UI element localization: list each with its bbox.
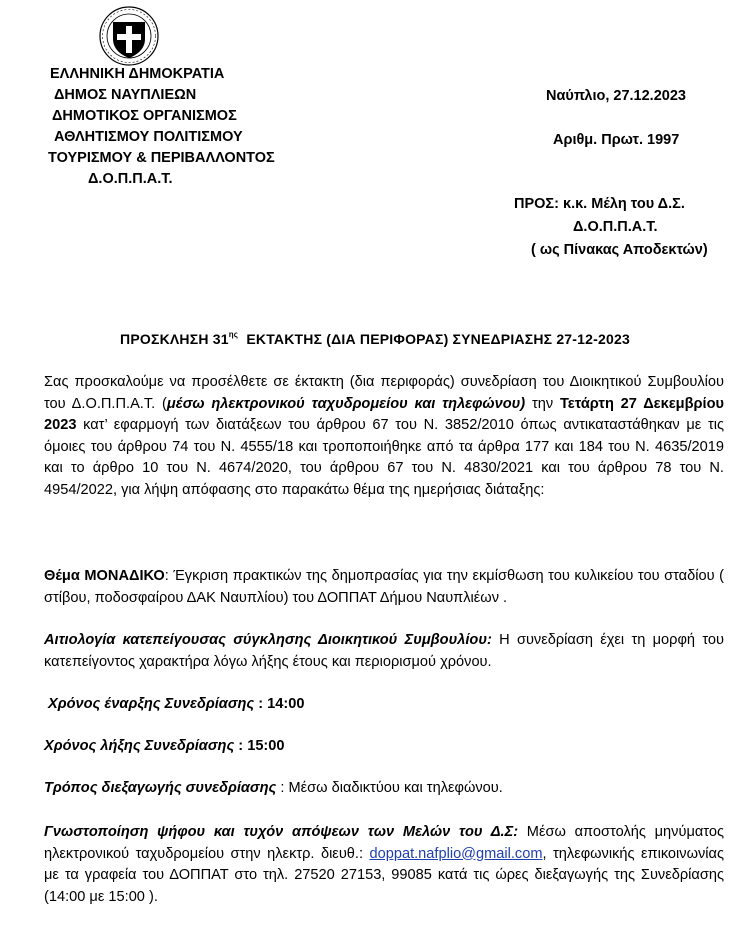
document-date: Ναύπλιο, 27.12.2023	[546, 88, 686, 104]
meeting-date: Τετάρτη 27 Δεκεμβρίου 2023	[44, 395, 724, 434]
intro-paragraph	[44, 372, 724, 502]
title-superscript: ης	[228, 330, 239, 339]
meeting-method	[44, 780, 503, 796]
start-time	[48, 696, 304, 712]
title-text: ΠΡΟΣΚΛΗΣΗ 31	[120, 331, 229, 347]
notice-text: , τηλεφωνικής επικοινωνίας με τα γραφεία του ΔΟΠΠΑΤ στο τηλ. 27520 27153, 99085 κατά τις ώρες διεξαγωγής της Συνεδρίασης (14:00 με 15:00 ).	[44, 845, 724, 905]
intro-text: την	[525, 395, 560, 412]
recipients-line: ΠΡΟΣ: κ.κ. Μέλη του Δ.Σ.	[514, 196, 685, 212]
end-time-value: : 15:00	[234, 738, 285, 754]
urgency-text: Η συνεδρίαση έχει τη μορφή του κατεπείγοντος χαρακτήρα λόγω λήξης έτους και περιορισμού χρόνου.	[44, 632, 724, 670]
topic-text: : Έγκριση πρακτικών της δημοπρασίας για την εκμίσθωση του κυλικείου του σταδίου ( στίβου, ποδοσφαίρου ΔΑΚ Ναυπλίου) του ΔΟΠΠΑΤ Δήμου Ναυπλιέων .	[44, 568, 724, 606]
notice-paragraph	[44, 822, 724, 908]
topic-paragraph	[44, 566, 724, 609]
intro-text: κατ’ εφαρμογή των διατάξεων του άρθρου 67 του Ν. 3852/2010 όπως αντικαταστάθηκαν με τις όμοιες του άρθρου 74 του Ν. 4555/18 και τροποποιήθηκε από τα άρθρα 177 και 184 του Ν. 4635/2019 και το άρθρο 10 του Ν. 4674/2020, του άρθρου 67 του Ν. 4830/2021 και του άρθρου 78 του Ν. 4954/2022, για λήψη απόφασης στο παρακάτω θέμα της ημερήσιας διάταξης:	[44, 417, 724, 498]
recipients-line: ( ως Πίνακας Αποδεκτών)	[531, 242, 708, 258]
intro-means: μέσω ηλεκτρονικού ταχυδρομείου και τηλεφώνου)	[166, 395, 526, 412]
method-label: Τρόπος διεξαγωγής συνεδρίασης	[44, 780, 277, 796]
org-line: ΤΟΥΡΙΣΜΟΥ & ΠΕΡΙΒΑΛΛΟΝΤΟΣ	[48, 150, 275, 166]
protocol-number: Αριθμ. Πρωτ. 1997	[553, 132, 680, 148]
urgency-label: Αιτιολογία κατεπείγουσας σύγκλησης Διοικητικού Συμβουλίου:	[44, 632, 492, 648]
org-line: Δ.Ο.Π.Π.Α.Τ.	[88, 171, 173, 187]
start-time-value: : 14:00	[254, 696, 305, 712]
title-text: ΕΚΤΑΚΤΗΣ (ΔΙΑ ΠΕΡΙΦΟΡΑΣ) ΣΥΝΕΔΡΙΑΣΗΣ 27-12-2023	[246, 331, 630, 347]
notice-label: Γνωστοποίηση ψήφου και τυχόν απόψεων των Μελών του Δ.Σ:	[44, 824, 519, 840]
org-line: ΔΗΜΟΤΙΚΟΣ ΟΡΓΑΝΙΣΜΟΣ	[52, 108, 237, 124]
org-line: ΑΘΛΗΤΙΣΜΟΥ ΠΟΛΙΤΙΣΜΟΥ	[54, 129, 243, 145]
recipients-line: Δ.Ο.Π.Π.Α.Τ.	[573, 219, 658, 235]
notice-text: Μέσω αποστολής μηνύματος ηλεκτρονικού ταχυδρομείου στην ηλεκτρ. διευθ.:	[44, 824, 724, 862]
method-value: : Μέσω διαδικτύου και τηλεφώνου.	[276, 780, 503, 796]
end-time-label: Χρόνος λήξης Συνεδρίασης	[44, 738, 235, 754]
start-time-label: Χρόνος έναρξης Συνεδρίασης	[48, 696, 255, 712]
greek-coat-of-arms-icon	[99, 6, 159, 66]
page-title	[0, 330, 750, 347]
email-link[interactable]: doppat.nafplio@gmail.com	[369, 845, 543, 862]
org-line: ΕΛΛΗΝΙΚΗ ΔΗΜΟΚΡΑΤΙΑ	[50, 66, 225, 82]
org-line: ΔΗΜΟΣ ΝΑΥΠΛΙΕΩΝ	[54, 87, 197, 103]
topic-label: Θέμα ΜΟΝΑΔΙΚΟ	[44, 568, 165, 584]
urgency-paragraph	[44, 630, 724, 673]
organization-block	[48, 64, 275, 190]
end-time	[44, 738, 285, 754]
intro-text: Σας προσκαλούμε να προσέλθετε σε έκτακτη (δια περιφοράς) συνεδρίαση του Διοικητικού Συμβουλίου του Δ.Ο.Π.Π.Α.Τ. (	[44, 374, 724, 412]
